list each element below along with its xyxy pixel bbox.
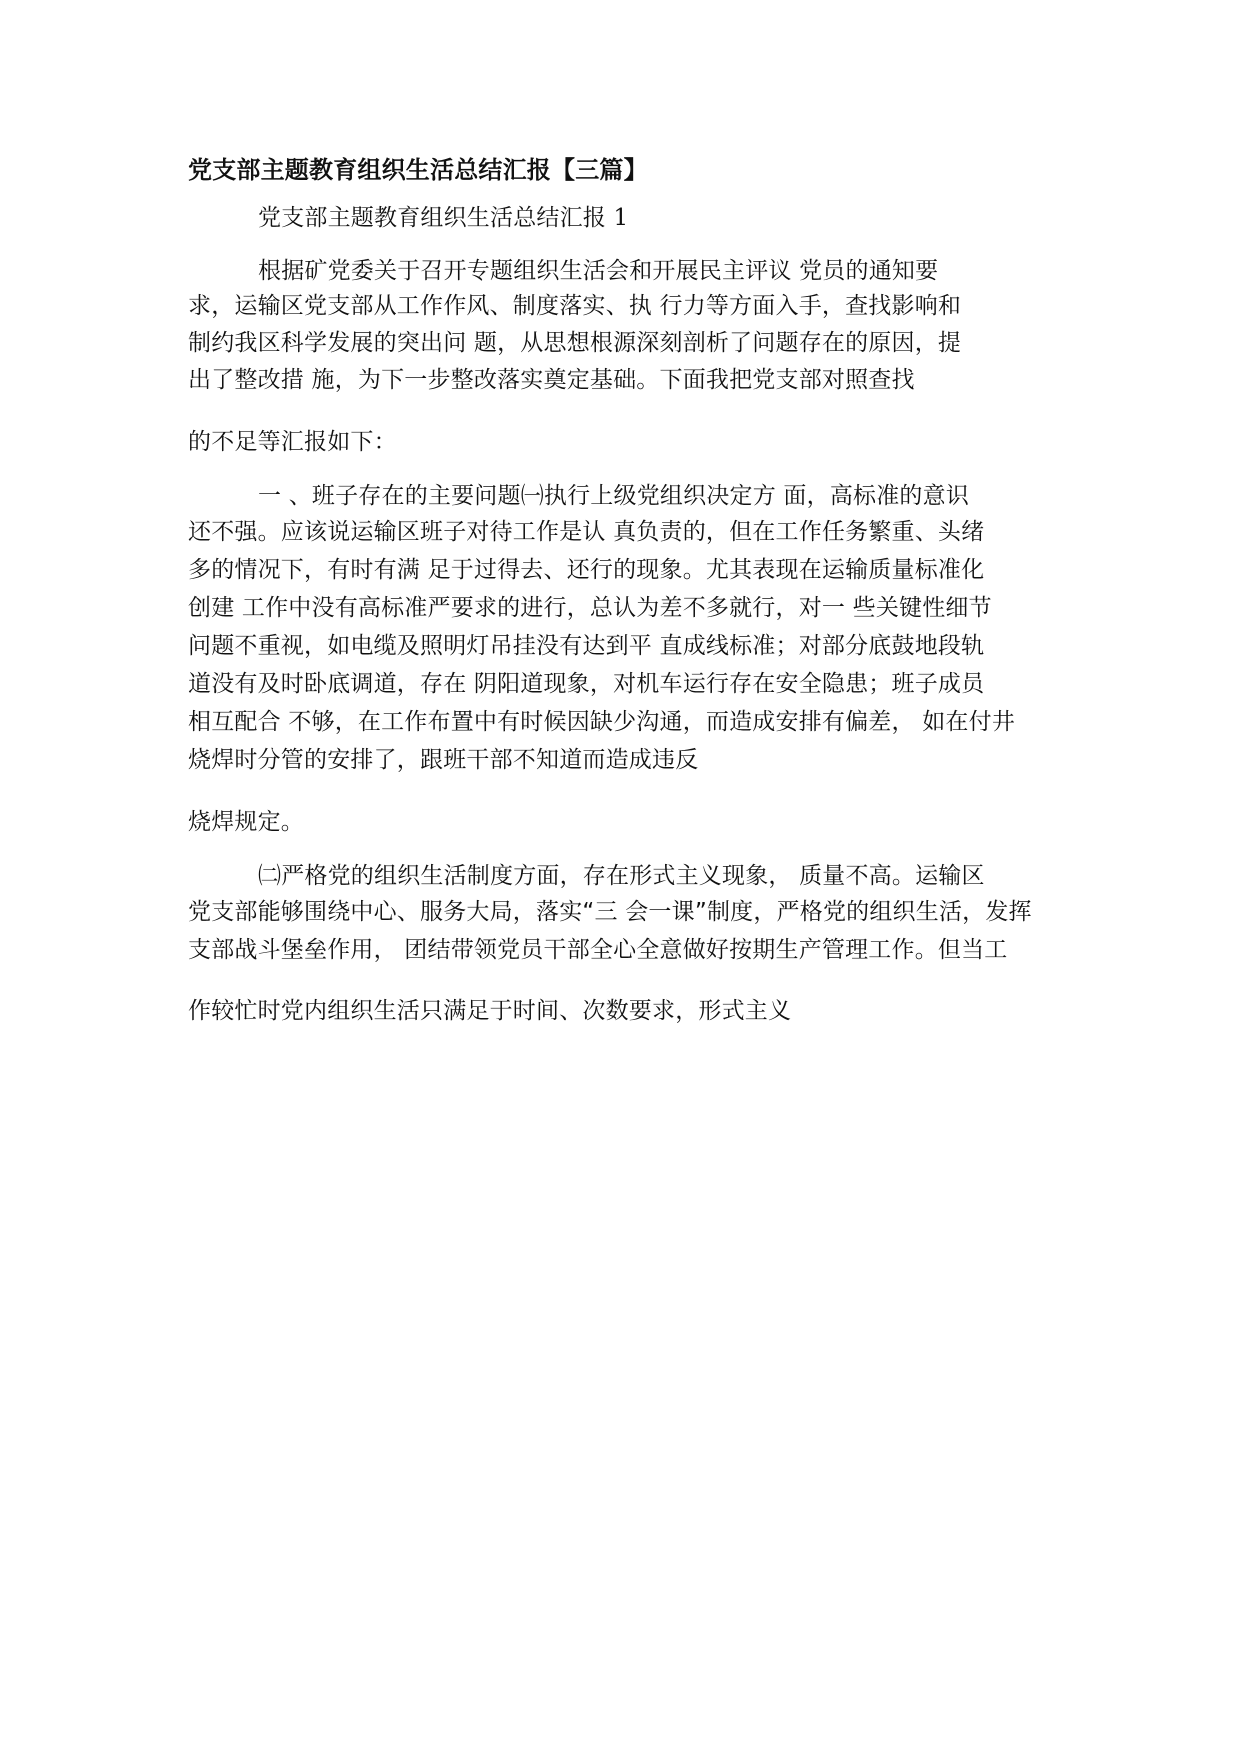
paragraph-line: 的不足等汇报如下： <box>188 429 397 455</box>
paragraph-line: 求，运输区党支部从工作作风、制度落实、执 行力等方面入手，查找影响和 <box>188 293 962 319</box>
paragraph-line: 制约我区科学发展的突出问 题，从思想根源深刻剖析了问题存在的原因，提 <box>188 330 962 356</box>
paragraph-line: 问题不重视，如电缆及照明灯吊挂没有达到平 直成线标准；对部分底鼓地段轨 <box>188 633 985 659</box>
paragraph-line: 烧焊规定。 <box>188 809 304 835</box>
paragraph-line: 还不强。应该说运输区班子对待工作是认 真负责的，但在工作任务繁重、头绪 <box>188 519 985 545</box>
document-subtitle: 党支部主题教育组织生活总结汇报 1 <box>258 205 629 231</box>
paragraph-line: 出了整改措 施，为下一步整改落实奠定基础。下面我把党支部对照查找 <box>188 367 915 393</box>
paragraph-line: 作较忙时党内组织生活只满足于时间、次数要求，形式主义 <box>188 998 792 1024</box>
paragraph-line: 创建 工作中没有高标准严要求的进行，总认为差不多就行，对一 些关键性细节 <box>188 595 992 621</box>
paragraph-line: 相互配合 不够，在工作布置中有时候因缺少沟通，而造成安排有偏差， 如在付井 <box>188 709 1016 735</box>
paragraph-line: 道没有及时卧底调道，存在 阴阳道现象，对机车运行存在安全隐患；班子成员 <box>188 671 985 697</box>
paragraph-line: 多的情况下，有时有满 足于过得去、还行的现象。尤其表现在运输质量标准化 <box>188 557 985 583</box>
paragraph-line: 烧焊时分管的安排了，跟班干部不知道而造成违反 <box>188 747 699 773</box>
paragraph-line: 一 、班子存在的主要问题㈠执行上级党组织决定方 面，高标准的意识 <box>258 483 970 509</box>
paragraph-line: 支部战斗堡垒作用， 团结带领党员干部全心全意做好按期生产管理工作。但当工 <box>188 937 1008 963</box>
paragraph-line: 党支部能够围绕中心、服务大局，落实“三 会一课”制度，严格党的组织生活，发挥 <box>188 899 1032 925</box>
paragraph-line: ㈡严格党的组织生活制度方面，存在形式主义现象， 质量不高。运输区 <box>258 863 985 889</box>
document-title: 党支部主题教育组织生活总结汇报【三篇】 <box>188 156 648 184</box>
paragraph-line: 根据矿党委关于召开专题组织生活会和开展民主评议 党员的通知要 <box>258 258 939 284</box>
